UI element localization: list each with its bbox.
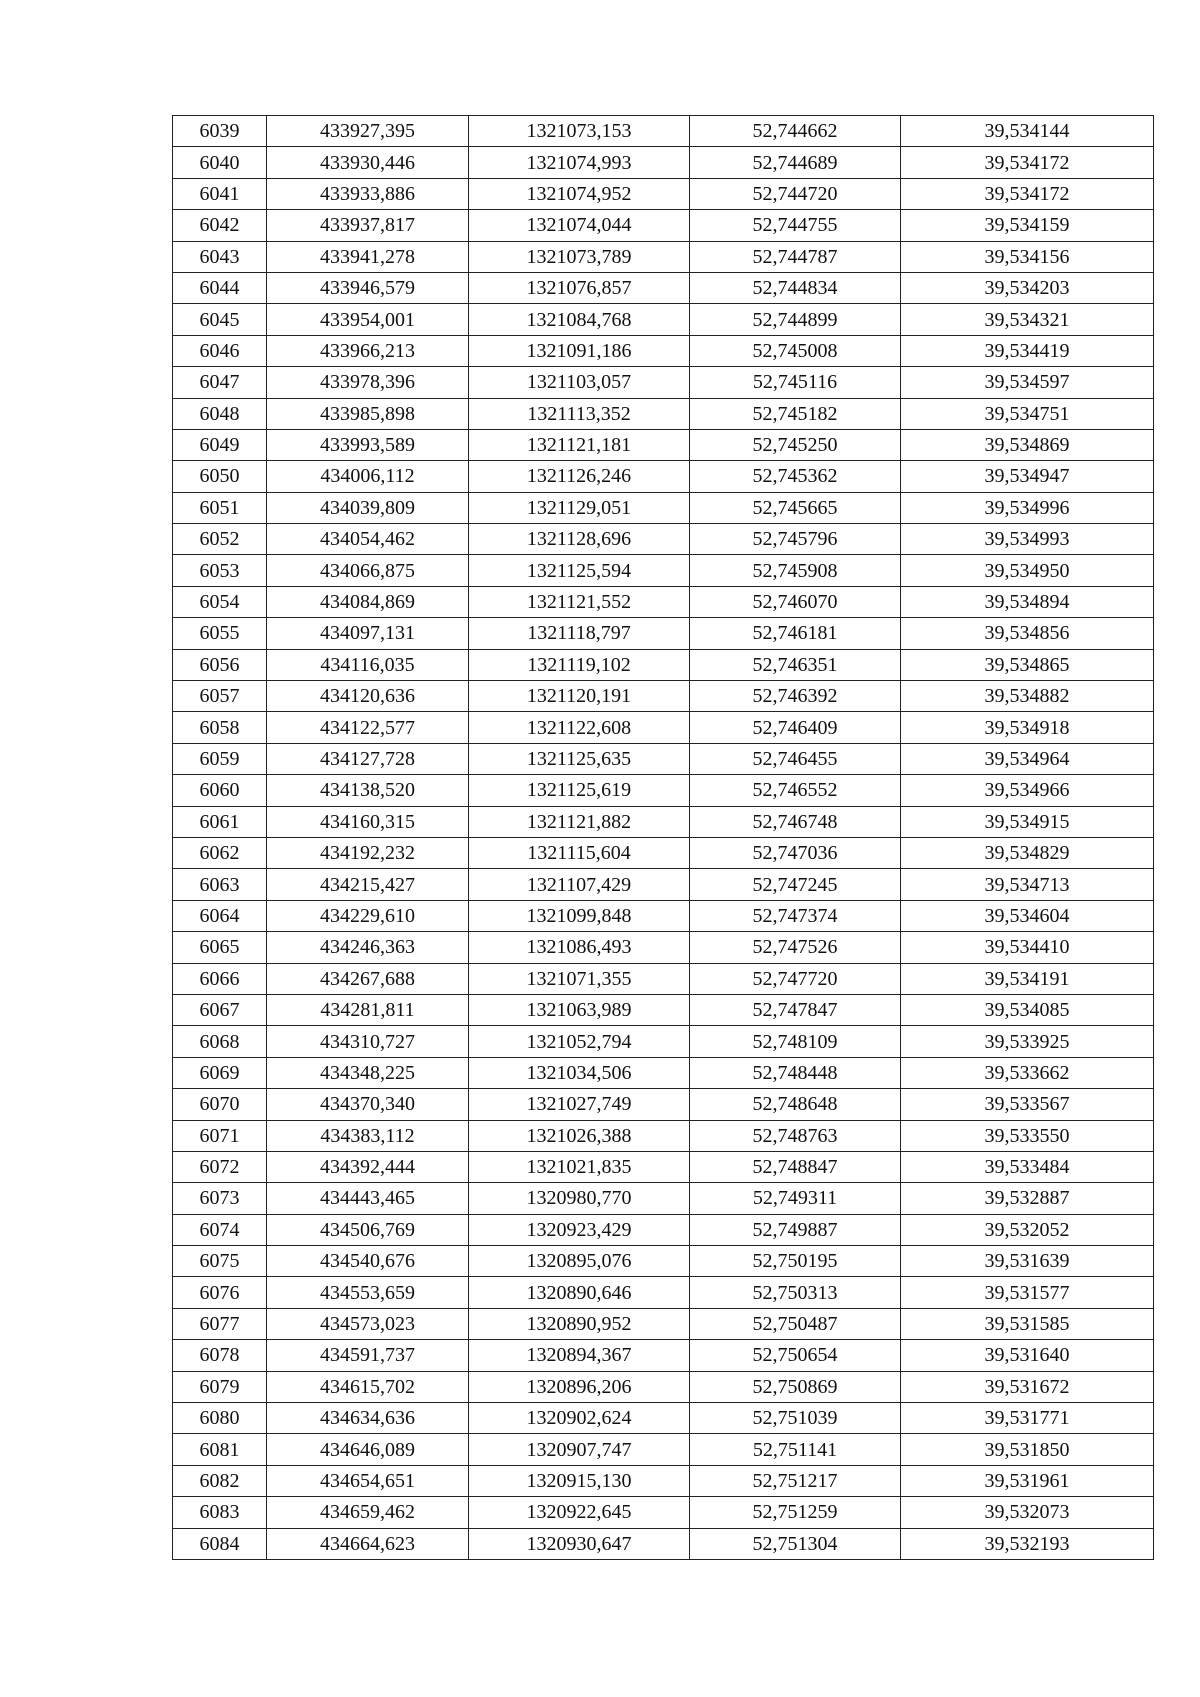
point-number-cell: 6076 — [173, 1277, 267, 1308]
latitude-cell: 52,750654 — [690, 1340, 901, 1371]
y-coordinate-cell: 1320890,952 — [469, 1308, 690, 1339]
y-coordinate-cell: 1320980,770 — [469, 1183, 690, 1214]
latitude-cell: 52,745362 — [690, 461, 901, 492]
table-row — [173, 1528, 1154, 1559]
point-number-cell: 6079 — [173, 1371, 267, 1402]
longitude-cell: 39,534996 — [901, 492, 1154, 523]
x-coordinate-cell: 434573,023 — [267, 1308, 469, 1339]
point-number-cell: 6054 — [173, 586, 267, 617]
table-row — [173, 1246, 1154, 1277]
point-number-cell: 6043 — [173, 241, 267, 272]
latitude-cell: 52,748448 — [690, 1057, 901, 1088]
point-number-cell: 6082 — [173, 1465, 267, 1496]
latitude-cell: 52,744787 — [690, 241, 901, 272]
table-row — [173, 963, 1154, 994]
y-coordinate-cell: 1321121,882 — [469, 806, 690, 837]
x-coordinate-cell: 434659,462 — [267, 1497, 469, 1528]
latitude-cell: 52,745008 — [690, 335, 901, 366]
longitude-cell: 39,533925 — [901, 1026, 1154, 1057]
longitude-cell: 39,533484 — [901, 1151, 1154, 1182]
latitude-cell: 52,745250 — [690, 429, 901, 460]
point-number-cell: 6052 — [173, 524, 267, 555]
latitude-cell: 52,746351 — [690, 649, 901, 680]
x-coordinate-cell: 433946,579 — [267, 272, 469, 303]
table-row — [173, 1214, 1154, 1245]
latitude-cell: 52,751217 — [690, 1465, 901, 1496]
point-number-cell: 6045 — [173, 304, 267, 335]
table-row — [173, 1120, 1154, 1151]
point-number-cell: 6039 — [173, 116, 267, 147]
y-coordinate-cell: 1321034,506 — [469, 1057, 690, 1088]
y-coordinate-cell: 1321071,355 — [469, 963, 690, 994]
point-number-cell: 6059 — [173, 743, 267, 774]
point-number-cell: 6050 — [173, 461, 267, 492]
latitude-cell: 52,750195 — [690, 1246, 901, 1277]
y-coordinate-cell: 1321121,181 — [469, 429, 690, 460]
latitude-cell: 52,746181 — [690, 618, 901, 649]
table-row — [173, 555, 1154, 586]
longitude-cell: 39,534856 — [901, 618, 1154, 649]
y-coordinate-cell: 1321115,604 — [469, 837, 690, 868]
x-coordinate-cell: 434066,875 — [267, 555, 469, 586]
x-coordinate-cell: 434097,131 — [267, 618, 469, 649]
table-row — [173, 1497, 1154, 1528]
x-coordinate-cell: 434039,809 — [267, 492, 469, 523]
latitude-cell: 52,744662 — [690, 116, 901, 147]
point-number-cell: 6061 — [173, 806, 267, 837]
latitude-cell: 52,747245 — [690, 869, 901, 900]
x-coordinate-cell: 434646,089 — [267, 1434, 469, 1465]
x-coordinate-cell: 434120,636 — [267, 681, 469, 712]
point-number-cell: 6063 — [173, 869, 267, 900]
latitude-cell: 52,744899 — [690, 304, 901, 335]
longitude-cell: 39,534203 — [901, 272, 1154, 303]
table-row — [173, 524, 1154, 555]
y-coordinate-cell: 1320895,076 — [469, 1246, 690, 1277]
x-coordinate-cell: 434443,465 — [267, 1183, 469, 1214]
longitude-cell: 39,533550 — [901, 1120, 1154, 1151]
point-number-cell: 6044 — [173, 272, 267, 303]
x-coordinate-cell: 433978,396 — [267, 367, 469, 398]
point-number-cell: 6040 — [173, 147, 267, 178]
x-coordinate-cell: 434246,363 — [267, 932, 469, 963]
y-coordinate-cell: 1321103,057 — [469, 367, 690, 398]
latitude-cell: 52,746409 — [690, 712, 901, 743]
x-coordinate-cell: 434281,811 — [267, 994, 469, 1025]
y-coordinate-cell: 1321074,993 — [469, 147, 690, 178]
longitude-cell: 39,534419 — [901, 335, 1154, 366]
latitude-cell: 52,744720 — [690, 178, 901, 209]
point-number-cell: 6069 — [173, 1057, 267, 1088]
x-coordinate-cell: 434215,427 — [267, 869, 469, 900]
point-number-cell: 6075 — [173, 1246, 267, 1277]
x-coordinate-cell: 434006,112 — [267, 461, 469, 492]
latitude-cell: 52,747720 — [690, 963, 901, 994]
x-coordinate-cell: 434138,520 — [267, 775, 469, 806]
y-coordinate-cell: 1321125,635 — [469, 743, 690, 774]
table-row — [173, 398, 1154, 429]
table-row — [173, 712, 1154, 743]
table-row — [173, 210, 1154, 241]
x-coordinate-cell: 434310,727 — [267, 1026, 469, 1057]
longitude-cell: 39,532073 — [901, 1497, 1154, 1528]
y-coordinate-cell: 1320894,367 — [469, 1340, 690, 1371]
x-coordinate-cell: 434591,737 — [267, 1340, 469, 1371]
x-coordinate-cell: 434160,315 — [267, 806, 469, 837]
point-number-cell: 6047 — [173, 367, 267, 398]
latitude-cell: 52,750869 — [690, 1371, 901, 1402]
longitude-cell: 39,534950 — [901, 555, 1154, 586]
y-coordinate-cell: 1321126,246 — [469, 461, 690, 492]
longitude-cell: 39,531577 — [901, 1277, 1154, 1308]
point-number-cell: 6074 — [173, 1214, 267, 1245]
latitude-cell: 52,748648 — [690, 1089, 901, 1120]
point-number-cell: 6068 — [173, 1026, 267, 1057]
table-row — [173, 618, 1154, 649]
longitude-cell: 39,531961 — [901, 1465, 1154, 1496]
y-coordinate-cell: 1321021,835 — [469, 1151, 690, 1182]
table-row — [173, 743, 1154, 774]
coordinates-table — [172, 115, 1154, 1560]
y-coordinate-cell: 1321091,186 — [469, 335, 690, 366]
longitude-cell: 39,534597 — [901, 367, 1154, 398]
longitude-cell: 39,534159 — [901, 210, 1154, 241]
latitude-cell: 52,746552 — [690, 775, 901, 806]
point-number-cell: 6051 — [173, 492, 267, 523]
point-number-cell: 6084 — [173, 1528, 267, 1559]
y-coordinate-cell: 1321099,848 — [469, 900, 690, 931]
y-coordinate-cell: 1321084,768 — [469, 304, 690, 335]
longitude-cell: 39,534191 — [901, 963, 1154, 994]
latitude-cell: 52,748847 — [690, 1151, 901, 1182]
latitude-cell: 52,744755 — [690, 210, 901, 241]
longitude-cell: 39,534964 — [901, 743, 1154, 774]
point-number-cell: 6066 — [173, 963, 267, 994]
x-coordinate-cell: 434348,225 — [267, 1057, 469, 1088]
longitude-cell: 39,532052 — [901, 1214, 1154, 1245]
x-coordinate-cell: 433985,898 — [267, 398, 469, 429]
table-row — [173, 116, 1154, 147]
longitude-cell: 39,534321 — [901, 304, 1154, 335]
point-number-cell: 6053 — [173, 555, 267, 586]
latitude-cell: 52,744834 — [690, 272, 901, 303]
latitude-cell: 52,751039 — [690, 1403, 901, 1434]
y-coordinate-cell: 1321129,051 — [469, 492, 690, 523]
y-coordinate-cell: 1321073,153 — [469, 116, 690, 147]
table-row — [173, 1308, 1154, 1339]
x-coordinate-cell: 434229,610 — [267, 900, 469, 931]
point-number-cell: 6058 — [173, 712, 267, 743]
latitude-cell: 52,751141 — [690, 1434, 901, 1465]
table-row — [173, 178, 1154, 209]
y-coordinate-cell: 1320922,645 — [469, 1497, 690, 1528]
point-number-cell: 6067 — [173, 994, 267, 1025]
x-coordinate-cell: 433993,589 — [267, 429, 469, 460]
x-coordinate-cell: 434392,444 — [267, 1151, 469, 1182]
longitude-cell: 39,531850 — [901, 1434, 1154, 1465]
y-coordinate-cell: 1320907,747 — [469, 1434, 690, 1465]
y-coordinate-cell: 1321120,191 — [469, 681, 690, 712]
point-number-cell: 6071 — [173, 1120, 267, 1151]
table-row — [173, 806, 1154, 837]
y-coordinate-cell: 1321118,797 — [469, 618, 690, 649]
longitude-cell: 39,534915 — [901, 806, 1154, 837]
table-row — [173, 1403, 1154, 1434]
point-number-cell: 6062 — [173, 837, 267, 868]
x-coordinate-cell: 434084,869 — [267, 586, 469, 617]
x-coordinate-cell: 433941,278 — [267, 241, 469, 272]
latitude-cell: 52,749887 — [690, 1214, 901, 1245]
y-coordinate-cell: 1321063,989 — [469, 994, 690, 1025]
latitude-cell: 52,749311 — [690, 1183, 901, 1214]
point-number-cell: 6042 — [173, 210, 267, 241]
latitude-cell: 52,745116 — [690, 367, 901, 398]
x-coordinate-cell: 434506,769 — [267, 1214, 469, 1245]
x-coordinate-cell: 434654,651 — [267, 1465, 469, 1496]
longitude-cell: 39,531640 — [901, 1340, 1154, 1371]
y-coordinate-cell: 1321125,619 — [469, 775, 690, 806]
table-row — [173, 461, 1154, 492]
point-number-cell: 6078 — [173, 1340, 267, 1371]
x-coordinate-cell: 434127,728 — [267, 743, 469, 774]
table-body — [173, 116, 1154, 1560]
y-coordinate-cell: 1321125,594 — [469, 555, 690, 586]
longitude-cell: 39,534947 — [901, 461, 1154, 492]
point-number-cell: 6081 — [173, 1434, 267, 1465]
point-number-cell: 6070 — [173, 1089, 267, 1120]
x-coordinate-cell: 433937,817 — [267, 210, 469, 241]
x-coordinate-cell: 433954,001 — [267, 304, 469, 335]
y-coordinate-cell: 1321073,789 — [469, 241, 690, 272]
point-number-cell: 6080 — [173, 1403, 267, 1434]
table-row — [173, 367, 1154, 398]
point-number-cell: 6072 — [173, 1151, 267, 1182]
latitude-cell: 52,750487 — [690, 1308, 901, 1339]
y-coordinate-cell: 1321086,493 — [469, 932, 690, 963]
x-coordinate-cell: 433966,213 — [267, 335, 469, 366]
longitude-cell: 39,531672 — [901, 1371, 1154, 1402]
table-row — [173, 1057, 1154, 1088]
longitude-cell: 39,534172 — [901, 147, 1154, 178]
table-row — [173, 1089, 1154, 1120]
x-coordinate-cell: 434383,112 — [267, 1120, 469, 1151]
point-number-cell: 6049 — [173, 429, 267, 460]
longitude-cell: 39,532887 — [901, 1183, 1154, 1214]
point-number-cell: 6065 — [173, 932, 267, 963]
y-coordinate-cell: 1320923,429 — [469, 1214, 690, 1245]
latitude-cell: 52,747526 — [690, 932, 901, 963]
table-row — [173, 681, 1154, 712]
point-number-cell: 6057 — [173, 681, 267, 712]
x-coordinate-cell: 434615,702 — [267, 1371, 469, 1402]
point-number-cell: 6077 — [173, 1308, 267, 1339]
point-number-cell: 6064 — [173, 900, 267, 931]
latitude-cell: 52,744689 — [690, 147, 901, 178]
x-coordinate-cell: 434634,636 — [267, 1403, 469, 1434]
point-number-cell: 6041 — [173, 178, 267, 209]
y-coordinate-cell: 1321119,102 — [469, 649, 690, 680]
y-coordinate-cell: 1321107,429 — [469, 869, 690, 900]
x-coordinate-cell: 434664,623 — [267, 1528, 469, 1559]
y-coordinate-cell: 1320896,206 — [469, 1371, 690, 1402]
latitude-cell: 52,745796 — [690, 524, 901, 555]
latitude-cell: 52,747036 — [690, 837, 901, 868]
y-coordinate-cell: 1321027,749 — [469, 1089, 690, 1120]
table-row — [173, 241, 1154, 272]
table-row — [173, 1277, 1154, 1308]
latitude-cell: 52,746748 — [690, 806, 901, 837]
latitude-cell: 52,747847 — [690, 994, 901, 1025]
longitude-cell: 39,534966 — [901, 775, 1154, 806]
y-coordinate-cell: 1321121,552 — [469, 586, 690, 617]
longitude-cell: 39,534865 — [901, 649, 1154, 680]
x-coordinate-cell: 434122,577 — [267, 712, 469, 743]
table-row — [173, 429, 1154, 460]
longitude-cell: 39,534993 — [901, 524, 1154, 555]
table-row — [173, 900, 1154, 931]
latitude-cell: 52,746070 — [690, 586, 901, 617]
longitude-cell: 39,534713 — [901, 869, 1154, 900]
x-coordinate-cell: 434116,035 — [267, 649, 469, 680]
point-number-cell: 6048 — [173, 398, 267, 429]
latitude-cell: 52,748763 — [690, 1120, 901, 1151]
y-coordinate-cell: 1320890,646 — [469, 1277, 690, 1308]
y-coordinate-cell: 1321122,608 — [469, 712, 690, 743]
latitude-cell: 52,745665 — [690, 492, 901, 523]
table-row — [173, 1340, 1154, 1371]
x-coordinate-cell: 434192,232 — [267, 837, 469, 868]
table-row — [173, 837, 1154, 868]
x-coordinate-cell: 433930,446 — [267, 147, 469, 178]
table-row — [173, 272, 1154, 303]
latitude-cell: 52,746392 — [690, 681, 901, 712]
table-row — [173, 932, 1154, 963]
longitude-cell: 39,534410 — [901, 932, 1154, 963]
x-coordinate-cell: 434370,340 — [267, 1089, 469, 1120]
longitude-cell: 39,533662 — [901, 1057, 1154, 1088]
latitude-cell: 52,747374 — [690, 900, 901, 931]
x-coordinate-cell: 434553,659 — [267, 1277, 469, 1308]
point-number-cell: 6055 — [173, 618, 267, 649]
y-coordinate-cell: 1321076,857 — [469, 272, 690, 303]
longitude-cell: 39,534604 — [901, 900, 1154, 931]
latitude-cell: 52,751304 — [690, 1528, 901, 1559]
table-row — [173, 304, 1154, 335]
table-row — [173, 147, 1154, 178]
y-coordinate-cell: 1320902,624 — [469, 1403, 690, 1434]
table-row — [173, 1371, 1154, 1402]
longitude-cell: 39,534869 — [901, 429, 1154, 460]
table-row — [173, 1026, 1154, 1057]
latitude-cell: 52,745908 — [690, 555, 901, 586]
x-coordinate-cell: 434540,676 — [267, 1246, 469, 1277]
longitude-cell: 39,532193 — [901, 1528, 1154, 1559]
table-row — [173, 586, 1154, 617]
longitude-cell: 39,531585 — [901, 1308, 1154, 1339]
longitude-cell: 39,531771 — [901, 1403, 1154, 1434]
latitude-cell: 52,746455 — [690, 743, 901, 774]
y-coordinate-cell: 1321074,044 — [469, 210, 690, 241]
point-number-cell: 6060 — [173, 775, 267, 806]
longitude-cell: 39,534918 — [901, 712, 1154, 743]
table-row — [173, 1151, 1154, 1182]
table-row — [173, 775, 1154, 806]
table-row — [173, 1434, 1154, 1465]
latitude-cell: 52,751259 — [690, 1497, 901, 1528]
x-coordinate-cell: 433933,886 — [267, 178, 469, 209]
longitude-cell: 39,531639 — [901, 1246, 1154, 1277]
y-coordinate-cell: 1321113,352 — [469, 398, 690, 429]
table-row — [173, 649, 1154, 680]
y-coordinate-cell: 1321074,952 — [469, 178, 690, 209]
x-coordinate-cell: 434267,688 — [267, 963, 469, 994]
longitude-cell: 39,534894 — [901, 586, 1154, 617]
longitude-cell: 39,534829 — [901, 837, 1154, 868]
point-number-cell: 6083 — [173, 1497, 267, 1528]
table-row — [173, 492, 1154, 523]
y-coordinate-cell: 1320915,130 — [469, 1465, 690, 1496]
x-coordinate-cell: 433927,395 — [267, 116, 469, 147]
table-row — [173, 1183, 1154, 1214]
y-coordinate-cell: 1321026,388 — [469, 1120, 690, 1151]
longitude-cell: 39,534085 — [901, 994, 1154, 1025]
y-coordinate-cell: 1321128,696 — [469, 524, 690, 555]
latitude-cell: 52,750313 — [690, 1277, 901, 1308]
table-row — [173, 1465, 1154, 1496]
point-number-cell: 6073 — [173, 1183, 267, 1214]
y-coordinate-cell: 1321052,794 — [469, 1026, 690, 1057]
latitude-cell: 52,745182 — [690, 398, 901, 429]
longitude-cell: 39,534751 — [901, 398, 1154, 429]
y-coordinate-cell: 1320930,647 — [469, 1528, 690, 1559]
table-row — [173, 335, 1154, 366]
longitude-cell: 39,534882 — [901, 681, 1154, 712]
longitude-cell: 39,534156 — [901, 241, 1154, 272]
longitude-cell: 39,533567 — [901, 1089, 1154, 1120]
table-row — [173, 994, 1154, 1025]
point-number-cell: 6056 — [173, 649, 267, 680]
point-number-cell: 6046 — [173, 335, 267, 366]
longitude-cell: 39,534172 — [901, 178, 1154, 209]
longitude-cell: 39,534144 — [901, 116, 1154, 147]
x-coordinate-cell: 434054,462 — [267, 524, 469, 555]
table-row — [173, 869, 1154, 900]
latitude-cell: 52,748109 — [690, 1026, 901, 1057]
